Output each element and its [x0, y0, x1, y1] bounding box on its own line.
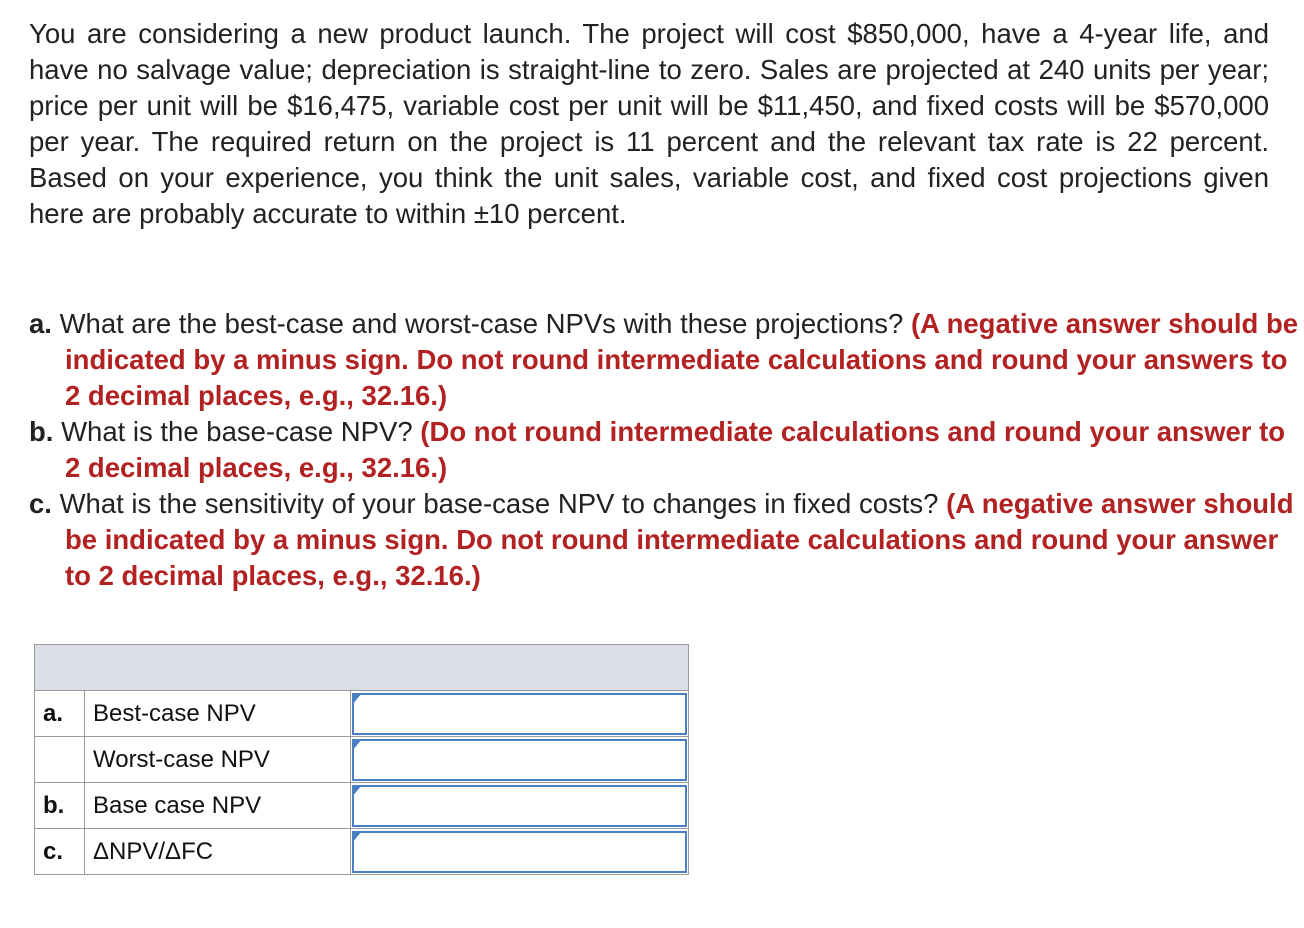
answer-table-header-cell [35, 645, 689, 691]
answer-cell [351, 783, 689, 829]
row-label: Worst-case NPV [85, 737, 351, 783]
row-label: Best-case NPV [85, 691, 351, 737]
worst-case-npv-input[interactable] [352, 739, 687, 781]
best-case-npv-input[interactable] [352, 693, 687, 735]
row-label: ΔNPV/ΔFC [85, 829, 351, 875]
cell-marker-icon [352, 739, 362, 751]
question-a-label: a. [29, 308, 52, 339]
question-b-note: (Do not round intermediate calculations and round your answer to 2 decimal places, e.g., 32.16.) [65, 416, 1286, 483]
table-row [35, 737, 689, 783]
answer-cell [351, 829, 689, 875]
cell-marker-icon [352, 693, 362, 705]
question-a-note: (A negative answer should be indicated by a minus sign. Do not round intermediate calculations and round your answers to 2 decimal places, e.g., 32.16.) [65, 308, 1299, 411]
table-row [35, 691, 689, 737]
question-b-text: What is the base-case NPV? [61, 416, 413, 447]
table-row [35, 783, 689, 829]
base-case-npv-input[interactable] [352, 785, 687, 827]
question-b [29, 414, 1304, 486]
cell-marker-icon [352, 831, 362, 843]
answer-cell [351, 737, 689, 783]
row-letter: a. [35, 691, 85, 737]
problem-statement: You are considering a new product launch. The project will cost $850,000, have a 4-year life, and have no salvage value; depreciation is straight-line to zero. Sales are projected at 240 units per year; price per unit will be $16,475, variable cost per unit will be $11,450, and fixed costs will be $570,000 per year. The required return on the project is 11 percent and the relevant tax rate is 22 percent. Based on your experience, you think the unit sales, variable cost, and fixed cost projections given here are probably accurate to within ±10 percent. [29, 18, 1269, 229]
answer-table [34, 644, 689, 875]
question-c-note: (A negative answer should be indicated by a minus sign. Do not round intermediate calculations and round your answer to 2 decimal places, e.g., 32.16.) [65, 488, 1294, 591]
question-c-label: c. [29, 488, 52, 519]
row-letter: c. [35, 829, 85, 875]
question-a [29, 306, 1304, 414]
row-letter: b. [35, 783, 85, 829]
cell-marker-icon [352, 785, 362, 797]
row-label: Base case NPV [85, 783, 351, 829]
question-c [29, 486, 1304, 594]
question-c-text: What is the sensitivity of your base-case NPV to changes in fixed costs? [59, 488, 939, 519]
table-row [35, 829, 689, 875]
row-letter [35, 737, 85, 783]
question-a-text: What are the best-case and worst-case NPVs with these projections? [59, 308, 904, 339]
answer-cell [351, 691, 689, 737]
answer-table-header [35, 645, 689, 691]
sensitivity-input[interactable] [352, 831, 687, 873]
question-b-label: b. [29, 416, 54, 447]
